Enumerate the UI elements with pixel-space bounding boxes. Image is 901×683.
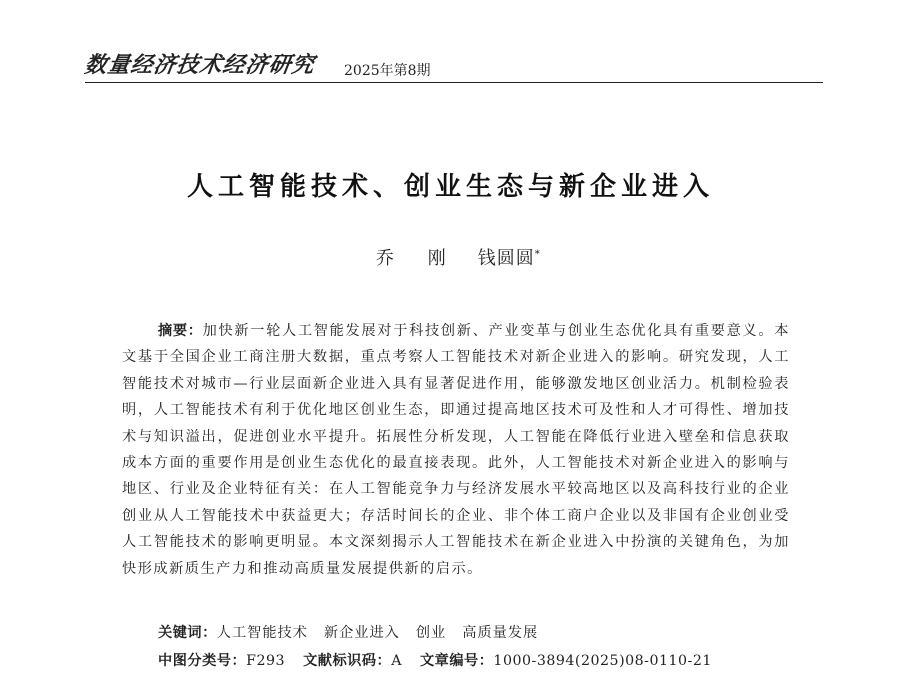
- doc-code-value: A: [391, 653, 402, 669]
- doc-code-label: 文献标识码：: [303, 653, 392, 669]
- paper-title: 人工智能技术、创业生态与新企业进入: [186, 172, 714, 202]
- author-name: 钱圆圆: [477, 248, 535, 269]
- author-name: 乔 刚: [376, 248, 460, 269]
- journal-header: [82, 48, 823, 83]
- corresponding-author-mark: *: [534, 249, 540, 260]
- issue-number: 2025年第8期: [344, 63, 431, 79]
- keywords-label: 关键词：: [158, 625, 217, 641]
- classification-line: [158, 650, 712, 670]
- clc-value: F293: [246, 653, 286, 669]
- keyword: 创业: [415, 625, 447, 641]
- keyword: 高质量发展: [462, 625, 539, 641]
- article-number-label: 文章编号：: [419, 653, 494, 669]
- keyword: 人工智能技术: [216, 625, 308, 641]
- keyword: 新企业进入: [323, 625, 400, 641]
- author-list: [376, 244, 540, 270]
- abstract-text: 加快新一轮人工智能发展对于科技创新、产业变革与创业生态优化具有重要意义。本文基于全国企业工商注册大数据，重点考察人工智能技术对新企业进入的影响。研究发现，人工智能技术对城市—行业层面新企业进入具有显著促进作用，能够激发地区创业活力。机制检验表明，人工智能技术有利于优化地区创业生态，即通过提高地区技术可及性和人才可得性、增加技术与知识溢出，促进创业水平提升。拓展性分析发现，人工智能在降低行业进入壁垒和信息获取成本方面的重要作用是创业生态优化的最直接表现。此外，人工智能技术对新企业进入的影响与地区、行业及企业特征有关：在人工智能竞争力与经济发展水平较高地区以及高科技行业的企业创业从人工智能技术中获益更大；存活时间长的企业、非个体工商户企业以及非国有企业创业受人工智能技术的影响更明显。本文深刻揭示人工智能技术在新企业进入中扮演的关键角色，为加快形成新质生产力和推动高质量发展提供新的启示。: [122, 323, 790, 577]
- journal-name: 数量经济技术经济研究: [82, 52, 317, 78]
- keywords: [158, 622, 554, 642]
- clc-label: 中图分类号：: [158, 653, 247, 669]
- abstract: [122, 318, 790, 582]
- article-number-value: 1000-3894(2025)08-0110-21: [493, 653, 712, 669]
- abstract-label: 摘要：: [158, 323, 203, 339]
